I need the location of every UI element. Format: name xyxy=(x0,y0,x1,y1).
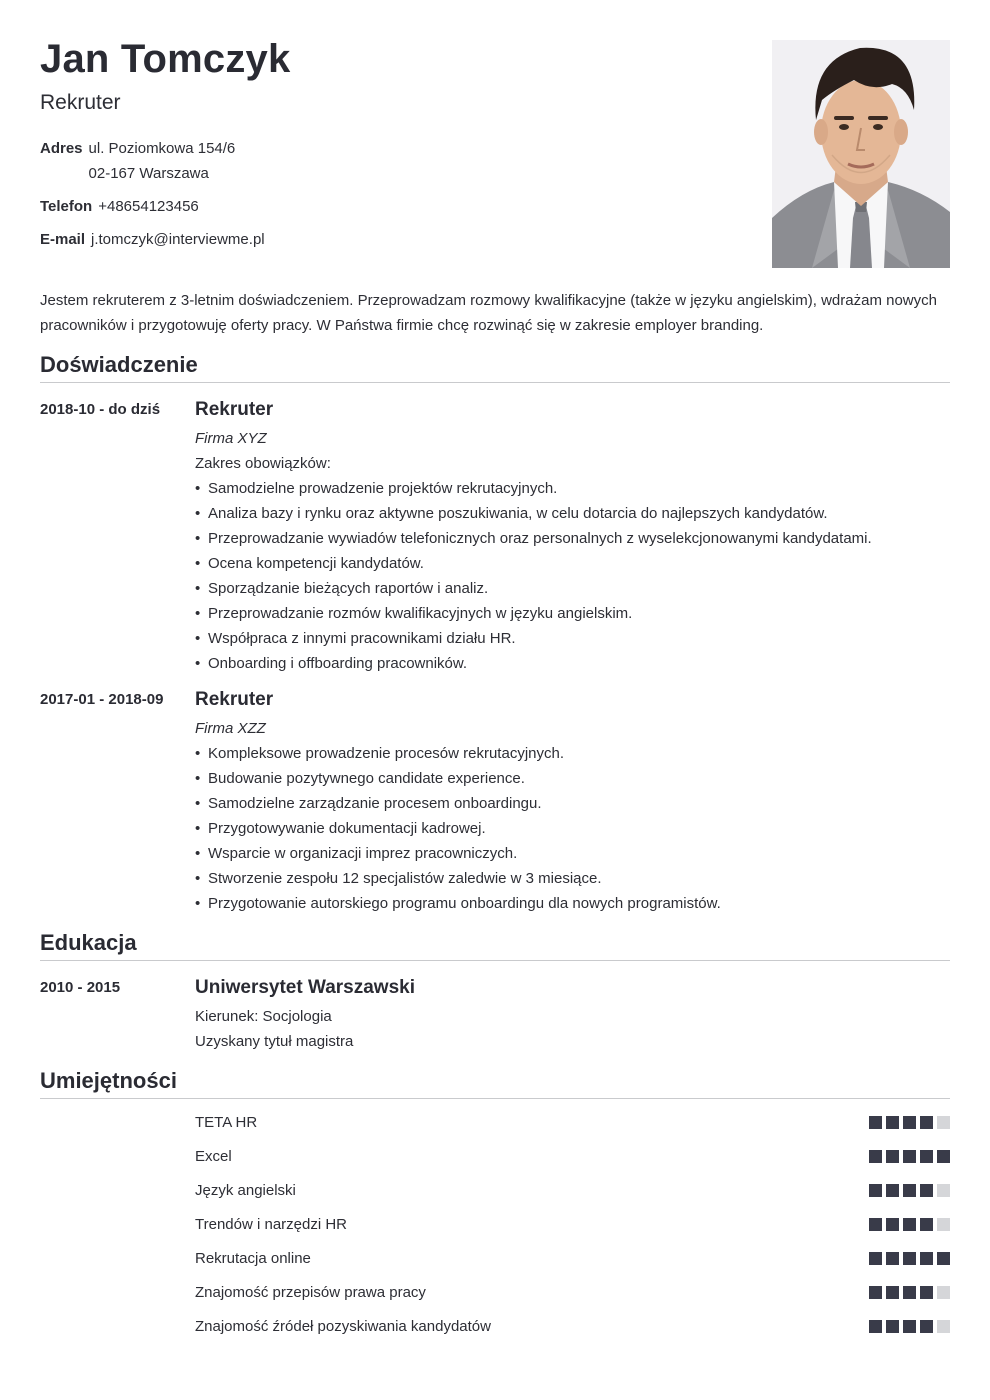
field-of-study: Kierunek: Socjologia xyxy=(195,1008,332,1025)
duty-item: • Ocena kompetencji kandydatów. xyxy=(195,551,950,576)
skill-level-filled xyxy=(886,1116,899,1129)
skill-level-filled xyxy=(869,1286,882,1299)
skill-row xyxy=(195,1280,950,1314)
job-date: 2017-01 - 2018-09 xyxy=(40,691,164,708)
candidate-role: Rekruter xyxy=(40,91,121,114)
skill-level-filled xyxy=(869,1320,882,1333)
skill-level-empty xyxy=(937,1184,950,1197)
skill-level-filled xyxy=(903,1218,916,1231)
job-details xyxy=(195,687,950,916)
school-name: Uniwersytet Warszawski xyxy=(195,977,415,998)
skill-level-filled xyxy=(903,1150,916,1163)
job-date: 2018-10 - do dziś xyxy=(40,401,161,418)
experience-heading: Doświadczenie xyxy=(40,352,950,383)
skill-level-filled xyxy=(886,1286,899,1299)
duty-item: • Przeprowadzanie wywiadów telefonicznych oraz personalnych z wyselekcjonowanymi kandydatami. xyxy=(195,526,950,551)
skill-level-filled xyxy=(886,1150,899,1163)
email-label: E-mail xyxy=(40,231,86,248)
skill-level-filled xyxy=(869,1218,882,1231)
duty-item: • Kompleksowe prowadzenie procesów rekrutacyjnych. xyxy=(195,741,950,766)
skill-name: Znajomość przepisów prawa pracy xyxy=(195,1284,426,1301)
address-line-1: ul. Poziomkowa 154/6 xyxy=(88,140,236,157)
duty-item: • Przeprowadzanie rozmów kwalifikacyjnych w języku angielskim. xyxy=(195,601,950,626)
skill-level-filled xyxy=(903,1116,916,1129)
skill-name: Znajomość źródeł pozyskiwania kandydatów xyxy=(195,1318,491,1335)
skill-name: Trendów i narzędzi HR xyxy=(195,1216,347,1233)
skill-level-filled xyxy=(903,1286,916,1299)
skill-level-filled xyxy=(903,1252,916,1265)
duty-item: • Onboarding i offboarding pracowników. xyxy=(195,651,950,676)
job-details xyxy=(195,397,950,676)
phone-label: Telefon xyxy=(40,198,93,215)
email-row xyxy=(40,227,265,252)
skill-row xyxy=(195,1212,950,1246)
skill-rating xyxy=(869,1218,950,1231)
job-position: Rekruter xyxy=(195,689,274,710)
skill-level-filled xyxy=(920,1252,933,1265)
email-value: j.tomczyk@interviewme.pl xyxy=(91,231,265,248)
duty-item: • Wsparcie w organizacji imprez pracowniczych. xyxy=(195,841,950,866)
job-position: Rekruter xyxy=(195,399,274,420)
skill-level-empty xyxy=(937,1320,950,1333)
skill-level-empty xyxy=(937,1286,950,1299)
address-line-2: 02-167 Warszawa xyxy=(88,165,209,182)
duties-list xyxy=(195,476,950,676)
skill-row xyxy=(195,1110,950,1144)
skill-level-filled xyxy=(937,1150,950,1163)
portrait-image xyxy=(772,40,950,268)
skill-row xyxy=(195,1246,950,1280)
skill-name: TETA HR xyxy=(195,1114,258,1131)
profile-summary: Jestem rekruterem z 3-letnim doświadczeniem. Przeprowadzam rozmowy kwalifikacyjne (także w języku angielskim), wdrażam nowych pracowników i przygotowuję oferty pracy. W Państwa firmie chcę rozwinąć się w zakresie employer branding. xyxy=(40,292,937,334)
skills-heading: Umiejętności xyxy=(40,1068,950,1099)
resume-page xyxy=(40,0,950,1400)
duty-item: • Stworzenie zespołu 12 specjalistów zaledwie w 3 miesiące. xyxy=(195,866,950,891)
duty-item: • Samodzielne zarządzanie procesem onboardingu. xyxy=(195,791,950,816)
address-lines xyxy=(89,136,236,186)
education-date: 2010 - 2015 xyxy=(40,979,121,996)
skill-level-filled xyxy=(886,1320,899,1333)
duty-item: • Współpraca z innymi pracownikami działu HR. xyxy=(195,626,950,651)
skill-level-empty xyxy=(937,1218,950,1231)
duty-item: • Przygotowanie autorskiego programu onboardingu dla nowych programistów. xyxy=(195,891,950,916)
skill-rating xyxy=(869,1252,950,1265)
contact-block xyxy=(40,136,265,252)
job-company: Firma XZZ xyxy=(195,720,266,737)
skill-rating xyxy=(869,1116,950,1129)
skill-level-filled xyxy=(903,1320,916,1333)
duty-item: • Analiza bazy i rynku oraz aktywne poszukiwania, w celu dotarcia do najlepszych kandydatów. xyxy=(195,501,950,526)
skill-name: Język angielski xyxy=(195,1182,296,1199)
skill-row xyxy=(195,1314,950,1348)
skill-name: Excel xyxy=(195,1148,232,1165)
skill-level-filled xyxy=(869,1252,882,1265)
address-label: Adres xyxy=(40,140,83,157)
job-company: Firma XYZ xyxy=(195,430,267,447)
education-heading: Edukacja xyxy=(40,930,950,961)
degree: Uzyskany tytuł magistra xyxy=(195,1033,354,1050)
skill-level-filled xyxy=(869,1150,882,1163)
skill-rating xyxy=(869,1320,950,1333)
skill-level-empty xyxy=(937,1116,950,1129)
duties-intro: Zakres obowiązków: xyxy=(195,455,331,472)
skill-rating xyxy=(869,1286,950,1299)
skill-level-filled xyxy=(920,1184,933,1197)
skill-level-filled xyxy=(937,1252,950,1265)
skill-level-filled xyxy=(886,1218,899,1231)
skill-level-filled xyxy=(886,1184,899,1197)
skill-rating xyxy=(869,1184,950,1197)
skill-level-filled xyxy=(903,1184,916,1197)
skill-level-filled xyxy=(869,1184,882,1197)
skill-level-filled xyxy=(920,1218,933,1231)
skill-level-filled xyxy=(920,1150,933,1163)
education-details xyxy=(195,975,950,1054)
candidate-name: Jan Tomczyk xyxy=(40,37,291,81)
profile-photo xyxy=(772,40,950,268)
skill-level-filled xyxy=(920,1116,933,1129)
skill-level-filled xyxy=(920,1286,933,1299)
duties-list xyxy=(195,741,950,916)
skill-name: Rekrutacja online xyxy=(195,1250,311,1267)
skill-level-filled xyxy=(920,1320,933,1333)
phone-value: +48654123456 xyxy=(98,198,199,215)
skill-level-filled xyxy=(869,1116,882,1129)
duty-item: • Przygotowywanie dokumentacji kadrowej. xyxy=(195,816,950,841)
skills-list xyxy=(195,1110,950,1348)
skill-row xyxy=(195,1178,950,1212)
skill-level-filled xyxy=(886,1252,899,1265)
duty-item: • Sporządzanie bieżących raportów i analiz. xyxy=(195,576,950,601)
skill-rating xyxy=(869,1150,950,1163)
skill-row xyxy=(195,1144,950,1178)
duty-item: • Budowanie pozytywnego candidate experience. xyxy=(195,766,950,791)
duty-item: • Samodzielne prowadzenie projektów rekrutacyjnych. xyxy=(195,476,950,501)
address-row xyxy=(40,136,265,186)
phone-row xyxy=(40,194,265,219)
